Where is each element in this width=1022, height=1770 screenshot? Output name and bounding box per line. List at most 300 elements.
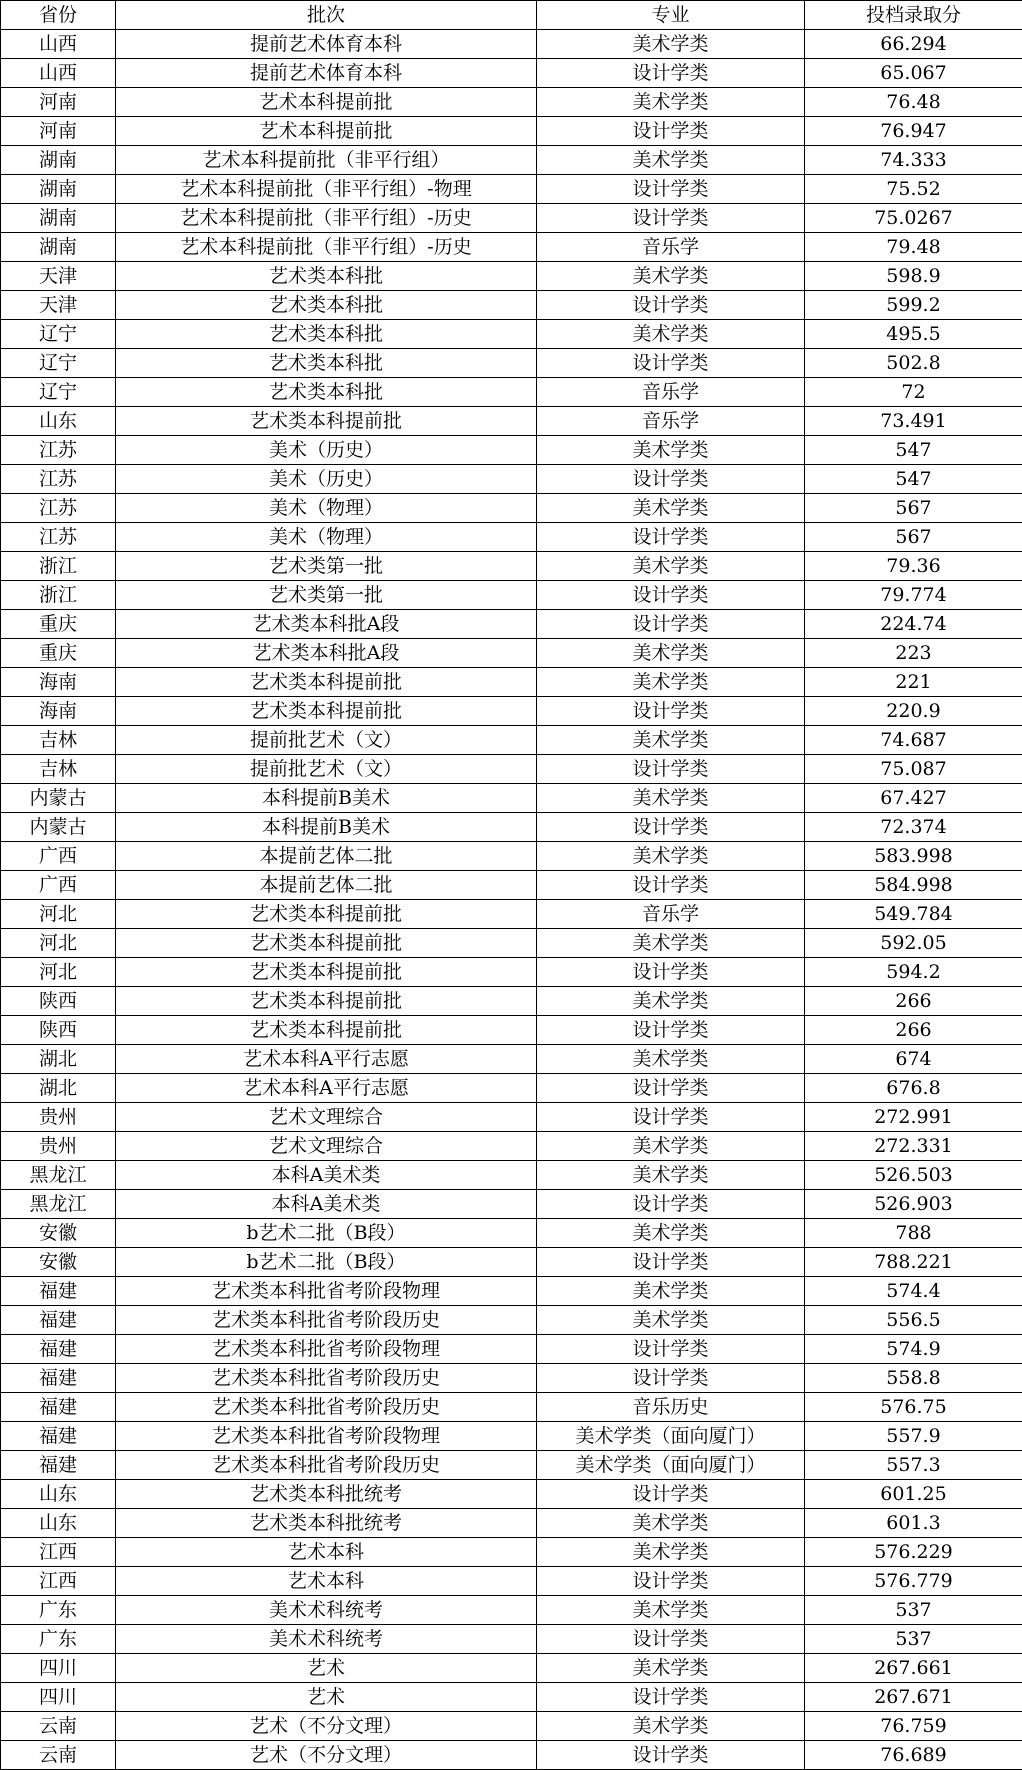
cell-major: 美术学类 [537,552,805,581]
cell-score: 788 [805,1219,1022,1248]
cell-province: 黑龙江 [1,1161,116,1190]
cell-province: 陕西 [1,1016,116,1045]
table-row [1,1045,1022,1074]
cell-province: 福建 [1,1451,116,1480]
cell-batch: 本科A美术类 [116,1190,537,1219]
cell-batch: 艺术类第一批 [116,552,537,581]
cell-major: 设计学类 [537,1480,805,1509]
table-row [1,117,1022,146]
cell-province: 内蒙古 [1,813,116,842]
cell-major: 设计学类 [537,958,805,987]
cell-major: 美术学类 [537,987,805,1016]
cell-score: 556.5 [805,1306,1022,1335]
cell-major: 美术学类 [537,494,805,523]
table-row [1,1480,1022,1509]
cell-score: 79.48 [805,233,1022,262]
cell-batch: 本科提前B美术 [116,813,537,842]
header-province: 省份 [1,1,116,30]
cell-major: 美术学类 [537,1132,805,1161]
cell-batch: 艺术类本科批省考阶段历史 [116,1393,537,1422]
cell-major: 设计学类 [537,59,805,88]
cell-score: 224.74 [805,610,1022,639]
header-batch: 批次 [116,1,537,30]
table-row [1,146,1022,175]
cell-score: 676.8 [805,1074,1022,1103]
table-body [1,30,1022,1770]
cell-major: 设计学类 [537,1248,805,1277]
table-row [1,610,1022,639]
table-row [1,1509,1022,1538]
cell-score: 537 [805,1625,1022,1654]
cell-province: 江西 [1,1538,116,1567]
cell-batch: 艺术类本科批 [116,349,537,378]
cell-major: 音乐学 [537,407,805,436]
cell-batch: 艺术本科提前批（非平行组）-物理 [116,175,537,204]
cell-score: 547 [805,465,1022,494]
cell-batch: 美术术科统考 [116,1625,537,1654]
cell-batch: b艺术二批（B段） [116,1219,537,1248]
cell-score: 76.689 [805,1741,1022,1770]
cell-batch: 本科A美术类 [116,1161,537,1190]
cell-province: 安徽 [1,1248,116,1277]
cell-batch: 艺术 [116,1683,537,1712]
cell-major: 美术学类 [537,929,805,958]
cell-province: 广西 [1,842,116,871]
cell-province: 河南 [1,88,116,117]
table-row [1,1306,1022,1335]
cell-batch: 艺术类本科提前批 [116,987,537,1016]
table-row [1,958,1022,987]
cell-major: 美术学类 [537,1277,805,1306]
cell-major: 设计学类 [537,291,805,320]
cell-province: 贵州 [1,1103,116,1132]
table-row [1,581,1022,610]
cell-major: 美术学类 [537,639,805,668]
cell-batch: 美术术科统考 [116,1596,537,1625]
table-row [1,871,1022,900]
table-row [1,1074,1022,1103]
table-row [1,349,1022,378]
cell-province: 江苏 [1,523,116,552]
cell-province: 湖北 [1,1074,116,1103]
cell-province: 广东 [1,1625,116,1654]
table-row [1,1596,1022,1625]
cell-score: 549.784 [805,900,1022,929]
table-row [1,436,1022,465]
cell-score: 502.8 [805,349,1022,378]
table-row [1,262,1022,291]
cell-batch: 艺术类本科批省考阶段历史 [116,1451,537,1480]
table-row [1,465,1022,494]
header-row [1,1,1022,30]
cell-province: 湖南 [1,146,116,175]
cell-batch: 艺术类本科提前批 [116,900,537,929]
cell-province: 山东 [1,1480,116,1509]
cell-score: 75.0267 [805,204,1022,233]
cell-batch: 艺术类本科提前批 [116,407,537,436]
table-row [1,842,1022,871]
cell-province: 安徽 [1,1219,116,1248]
cell-score: 66.294 [805,30,1022,59]
table-row [1,987,1022,1016]
table-row [1,1103,1022,1132]
cell-province: 云南 [1,1712,116,1741]
cell-province: 贵州 [1,1132,116,1161]
cell-province: 云南 [1,1741,116,1770]
cell-score: 272.331 [805,1132,1022,1161]
table-row [1,552,1022,581]
table-row [1,494,1022,523]
cell-major: 设计学类 [537,871,805,900]
table-row [1,1161,1022,1190]
cell-major: 美术学类 [537,30,805,59]
table-row [1,523,1022,552]
cell-score: 558.8 [805,1364,1022,1393]
cell-score: 601.25 [805,1480,1022,1509]
cell-batch: 艺术类本科提前批 [116,929,537,958]
cell-major: 设计学类 [537,1683,805,1712]
cell-batch: 艺术类本科提前批 [116,1016,537,1045]
cell-score: 221 [805,668,1022,697]
cell-score: 584.998 [805,871,1022,900]
table-row [1,233,1022,262]
cell-province: 浙江 [1,581,116,610]
cell-major: 美术学类 [537,1538,805,1567]
table-row [1,1741,1022,1770]
cell-batch: 艺术类本科批统考 [116,1509,537,1538]
table-row [1,1683,1022,1712]
cell-major: 美术学类 [537,436,805,465]
cell-batch: 提前艺术体育本科 [116,59,537,88]
table-row [1,1016,1022,1045]
cell-province: 辽宁 [1,349,116,378]
cell-score: 75.087 [805,755,1022,784]
cell-score: 79.774 [805,581,1022,610]
cell-score: 67.427 [805,784,1022,813]
cell-score: 567 [805,523,1022,552]
cell-province: 海南 [1,697,116,726]
cell-major: 美术学类 [537,1219,805,1248]
table-row [1,697,1022,726]
cell-province: 山西 [1,30,116,59]
cell-batch: 艺术类第一批 [116,581,537,610]
cell-province: 天津 [1,291,116,320]
table-row [1,378,1022,407]
cell-score: 223 [805,639,1022,668]
cell-major: 设计学类 [537,813,805,842]
table-row [1,1654,1022,1683]
header-major: 专业 [537,1,805,30]
cell-major: 美术学类 [537,1045,805,1074]
table-row [1,929,1022,958]
cell-major: 设计学类 [537,1190,805,1219]
table-row [1,204,1022,233]
cell-batch: 艺术类本科批 [116,378,537,407]
cell-score: 79.36 [805,552,1022,581]
cell-province: 四川 [1,1683,116,1712]
cell-batch: 艺术类本科批 [116,262,537,291]
cell-major: 设计学类 [537,581,805,610]
cell-batch: 本提前艺体二批 [116,842,537,871]
cell-province: 辽宁 [1,320,116,349]
cell-province: 湖南 [1,175,116,204]
table-row [1,1625,1022,1654]
cell-major: 美术学类 [537,146,805,175]
cell-major: 音乐学 [537,233,805,262]
cell-score: 547 [805,436,1022,465]
cell-major: 美术学类 [537,784,805,813]
cell-major: 设计学类 [537,697,805,726]
cell-major: 音乐学 [537,378,805,407]
cell-major: 美术学类 [537,262,805,291]
table-row [1,1567,1022,1596]
cell-batch: 美术（物理） [116,523,537,552]
cell-major: 美术学类 [537,668,805,697]
cell-score: 583.998 [805,842,1022,871]
cell-major: 音乐学 [537,900,805,929]
table-row [1,1451,1022,1480]
cell-batch: 艺术类本科批 [116,320,537,349]
cell-score: 526.903 [805,1190,1022,1219]
cell-score: 576.75 [805,1393,1022,1422]
table-row [1,1248,1022,1277]
cell-major: 美术学类 [537,1596,805,1625]
cell-score: 266 [805,987,1022,1016]
cell-major: 设计学类 [537,1016,805,1045]
cell-batch: 提前艺术体育本科 [116,30,537,59]
cell-province: 福建 [1,1277,116,1306]
cell-score: 72 [805,378,1022,407]
cell-major: 美术学类（面向厦门） [537,1451,805,1480]
cell-major: 设计学类 [537,1741,805,1770]
cell-province: 重庆 [1,639,116,668]
cell-batch: 艺术本科提前批（非平行组） [116,146,537,175]
cell-province: 福建 [1,1364,116,1393]
cell-batch: 艺术类本科提前批 [116,958,537,987]
cell-province: 福建 [1,1335,116,1364]
cell-batch: 艺术类本科批省考阶段物理 [116,1335,537,1364]
cell-batch: 提前批艺术（文） [116,726,537,755]
table-header [1,1,1022,30]
cell-score: 599.2 [805,291,1022,320]
cell-major: 美术学类 [537,1161,805,1190]
cell-province: 福建 [1,1393,116,1422]
cell-score: 76.759 [805,1712,1022,1741]
cell-batch: 艺术类本科批统考 [116,1480,537,1509]
table-row [1,1538,1022,1567]
cell-province: 四川 [1,1654,116,1683]
cell-major: 设计学类 [537,755,805,784]
cell-score: 574.4 [805,1277,1022,1306]
cell-province: 江西 [1,1567,116,1596]
cell-province: 山东 [1,407,116,436]
cell-province: 福建 [1,1422,116,1451]
cell-province: 陕西 [1,987,116,1016]
table-row [1,813,1022,842]
cell-batch: 艺术类本科批 [116,291,537,320]
cell-score: 72.374 [805,813,1022,842]
cell-province: 河北 [1,958,116,987]
cell-province: 广东 [1,1596,116,1625]
cell-batch: 艺术类本科批省考阶段历史 [116,1306,537,1335]
cell-major: 美术学类 [537,1654,805,1683]
table-row [1,175,1022,204]
cell-major: 美术学类 [537,726,805,755]
cell-score: 267.661 [805,1654,1022,1683]
table-row [1,1712,1022,1741]
table-row [1,1335,1022,1364]
cell-province: 江苏 [1,465,116,494]
cell-province: 天津 [1,262,116,291]
cell-major: 美术学类 [537,88,805,117]
cell-score: 272.991 [805,1103,1022,1132]
table-row [1,668,1022,697]
cell-major: 设计学类 [537,1364,805,1393]
cell-score: 674 [805,1045,1022,1074]
cell-score: 557.3 [805,1451,1022,1480]
table-row [1,1132,1022,1161]
cell-batch: b艺术二批（B段） [116,1248,537,1277]
cell-province: 江苏 [1,494,116,523]
cell-score: 598.9 [805,262,1022,291]
table-row [1,726,1022,755]
cell-score: 576.229 [805,1538,1022,1567]
cell-province: 河北 [1,900,116,929]
cell-batch: 艺术（不分文理） [116,1741,537,1770]
cell-score: 220.9 [805,697,1022,726]
cell-province: 内蒙古 [1,784,116,813]
cell-major: 设计学类 [537,465,805,494]
cell-score: 601.3 [805,1509,1022,1538]
cell-province: 湖南 [1,233,116,262]
cell-major: 设计学类 [537,523,805,552]
cell-major: 设计学类 [537,1103,805,1132]
cell-score: 557.9 [805,1422,1022,1451]
cell-province: 湖南 [1,204,116,233]
cell-province: 福建 [1,1306,116,1335]
cell-major: 美术学类 [537,1509,805,1538]
table-row [1,1393,1022,1422]
cell-province: 江苏 [1,436,116,465]
cell-score: 76.947 [805,117,1022,146]
cell-batch: 艺术类本科批省考阶段历史 [116,1364,537,1393]
cell-batch: 艺术类本科批A段 [116,610,537,639]
cell-batch: 艺术类本科提前批 [116,697,537,726]
cell-province: 黑龙江 [1,1190,116,1219]
cell-batch: 艺术文理综合 [116,1132,537,1161]
cell-score: 267.671 [805,1683,1022,1712]
cell-score: 74.333 [805,146,1022,175]
cell-major: 设计学类 [537,349,805,378]
cell-major: 设计学类 [537,610,805,639]
cell-batch: 艺术本科 [116,1538,537,1567]
cell-major: 设计学类 [537,117,805,146]
cell-score: 788.221 [805,1248,1022,1277]
cell-province: 广西 [1,871,116,900]
cell-score: 526.503 [805,1161,1022,1190]
cell-major: 音乐历史 [537,1393,805,1422]
table-row [1,755,1022,784]
table-row [1,1422,1022,1451]
cell-batch: 艺术本科提前批（非平行组）-历史 [116,233,537,262]
cell-major: 美术学类 [537,320,805,349]
cell-batch: 美术（历史） [116,465,537,494]
cell-batch: 艺术类本科批省考阶段物理 [116,1277,537,1306]
cell-batch: 艺术本科A平行志愿 [116,1045,537,1074]
cell-major: 设计学类 [537,1335,805,1364]
cell-score: 73.491 [805,407,1022,436]
table-row [1,1364,1022,1393]
cell-score: 75.52 [805,175,1022,204]
table-row [1,1219,1022,1248]
cell-batch: 艺术（不分文理） [116,1712,537,1741]
cell-score: 495.5 [805,320,1022,349]
cell-batch: 艺术类本科提前批 [116,668,537,697]
cell-score: 592.05 [805,929,1022,958]
cell-batch: 艺术本科提前批 [116,117,537,146]
cell-batch: 艺术本科 [116,1567,537,1596]
cell-batch: 提前批艺术（文） [116,755,537,784]
cell-score: 537 [805,1596,1022,1625]
cell-score: 76.48 [805,88,1022,117]
cell-major: 设计学类 [537,204,805,233]
cell-batch: 本提前艺体二批 [116,871,537,900]
cell-batch: 美术（历史） [116,436,537,465]
cell-batch: 美术（物理） [116,494,537,523]
cell-score: 266 [805,1016,1022,1045]
cell-score: 567 [805,494,1022,523]
table-row [1,291,1022,320]
table-row [1,639,1022,668]
table-row [1,407,1022,436]
table-row [1,1277,1022,1306]
table-row [1,900,1022,929]
cell-batch: 艺术本科A平行志愿 [116,1074,537,1103]
cell-major: 美术学类 [537,842,805,871]
cell-score: 65.067 [805,59,1022,88]
cell-score: 576.779 [805,1567,1022,1596]
cell-major: 美术学类 [537,1712,805,1741]
cell-score: 74.687 [805,726,1022,755]
cell-province: 湖北 [1,1045,116,1074]
cell-province: 海南 [1,668,116,697]
cell-batch: 艺术本科提前批（非平行组）-历史 [116,204,537,233]
cell-batch: 艺术本科提前批 [116,88,537,117]
table-row [1,59,1022,88]
cell-province: 浙江 [1,552,116,581]
cell-province: 吉林 [1,726,116,755]
cell-province: 辽宁 [1,378,116,407]
cell-batch: 艺术类本科批A段 [116,639,537,668]
cell-province: 吉林 [1,755,116,784]
cell-score: 574.9 [805,1335,1022,1364]
cell-batch: 本科提前B美术 [116,784,537,813]
table-row [1,30,1022,59]
cell-province: 山东 [1,1509,116,1538]
header-score: 投档录取分 [805,1,1022,30]
cell-batch: 艺术文理综合 [116,1103,537,1132]
cell-province: 重庆 [1,610,116,639]
cell-major: 设计学类 [537,175,805,204]
cell-major: 设计学类 [537,1625,805,1654]
cell-province: 山西 [1,59,116,88]
cell-province: 河南 [1,117,116,146]
table-row [1,320,1022,349]
cell-major: 设计学类 [537,1567,805,1596]
cell-major: 美术学类 [537,1306,805,1335]
cell-province: 河北 [1,929,116,958]
cell-batch: 艺术类本科批省考阶段物理 [116,1422,537,1451]
